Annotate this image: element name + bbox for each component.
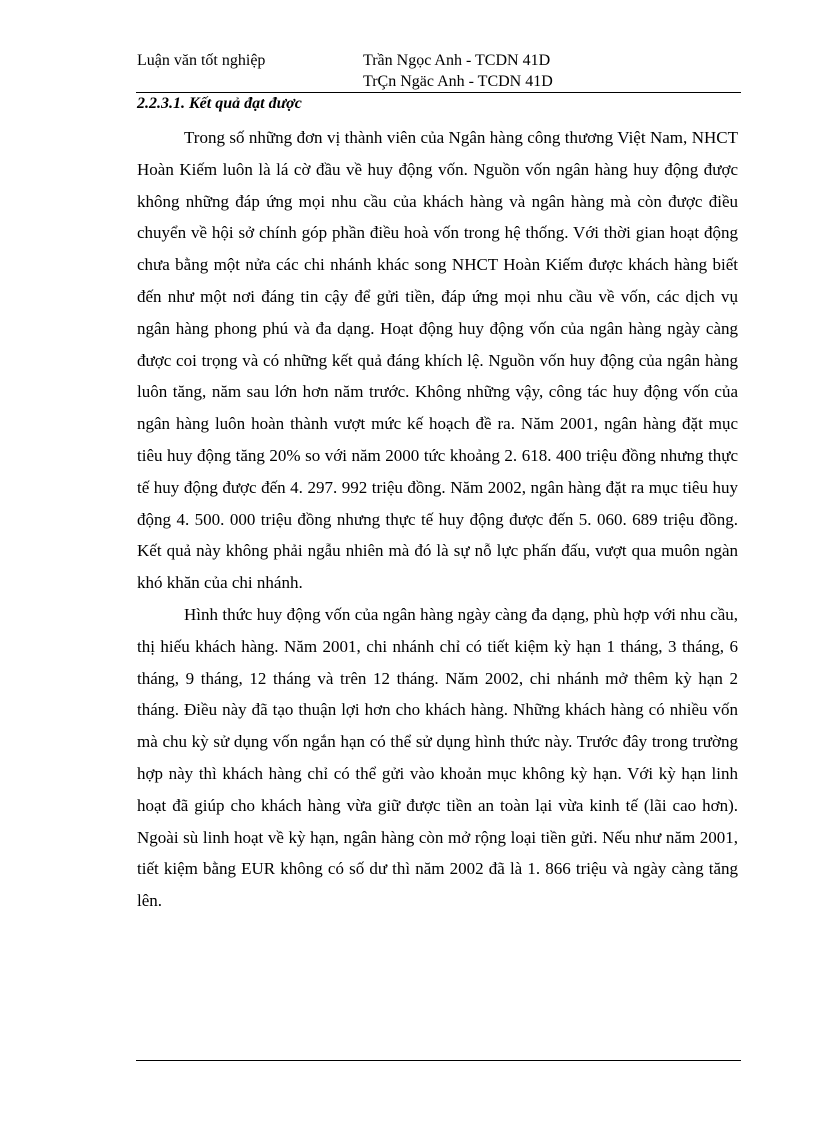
header-left-text: Luận văn tốt nghiệp <box>137 52 266 69</box>
body-text <box>137 122 738 917</box>
header-author-line: Trần Ngọc Anh - TCDN 41D <box>363 52 551 69</box>
paragraph: Trong số những đơn vị thành viên của Ngân hàng công thương Việt Nam, NHCT Hoàn Kiếm luôn là lá cờ đầu về huy động vốn. Nguồn vốn ngân hàng huy động được không những đáp ứng mọi nhu cầu của khách hàng và ngân hàng mà còn được điều chuyển về hội sở chính góp phần điều hoà vốn trong hệ thống. Với thời gian hoạt động chưa bằng một nửa các chi nhánh khác song NHCT Hoàn Kiếm được khách hàng biết đến như một nơi đáng tin cậy để gửi tiền, đáp ứng mọi nhu cầu về vốn, các dịch vụ ngân hàng phong phú và đa dạng. Hoạt động huy động vốn của ngân hàng ngày càng được coi trọng và có những kết quả đáng khích lệ. Nguồn vốn huy động của ngân hàng luôn tăng, năm sau lớn hơn năm trước. Không những vậy, công tác huy động vốn của ngân hàng luôn hoàn thành vượt mức kế hoạch đề ra. Năm 2001, ngân hàng đặt mục tiêu huy động tăng 20% so với năm 2000 tức khoảng 2. 618. 400 triệu đồng nhưng thực tế huy động được đến 4. 297. 992 triệu đồng. Năm 2002, ngân hàng đặt ra mục tiêu huy động 4. 500. 000 triệu đồng nhưng thực tế huy động được đến 5. 060. 689 triệu đồng. Kết quả này không phải ngẫu nhiên mà đó là sự nỗ lực phấn đấu, vượt qua muôn ngàn khó khăn của chi nhánh. <box>137 128 738 593</box>
header-author-line-legacy-encoding: TrÇn Ngäc Anh - TCDN 41D <box>363 73 553 90</box>
section-heading: 2.2.3.1. Kết quả đạt được <box>137 95 302 112</box>
footer-divider <box>136 1060 741 1061</box>
header-right <box>363 50 553 92</box>
paragraph: Hình thức huy động vốn của ngân hàng ngày càng đa dạng, phù hợp với nhu cầu, thị hiếu khách hàng. Năm 2001, chi nhánh chỉ có tiết kiệm kỳ hạn 1 tháng, 3 tháng, 6 tháng, 9 tháng, 12 tháng và trên 12 tháng. Năm 2002, chi nhánh mở thêm kỳ hạn 2 tháng. Điều này đã tạo thuận lợi hơn cho khách hàng. Những khách hàng có nhiều vốn mà chu kỳ sử dụng vốn ngắn hạn có thể sử dụng hình thức này. Trước đây trong trường hợp này thì khách hàng chỉ có thể gửi vào khoản mục không kỳ hạn. Với kỳ hạn linh hoạt đã giúp cho khách hàng vừa giữ được tiền an toàn lại vừa kinh tế (lãi cao hơn). Ngoài sù linh hoạt về kỳ hạn, ngân hàng còn mở rộng loại tiền gửi. Nếu như năm 2001, tiết kiệm bằng EUR không có số dư thì năm 2002 đã là 1. 866 triệu và ngày càng tăng lên. <box>137 604 738 911</box>
